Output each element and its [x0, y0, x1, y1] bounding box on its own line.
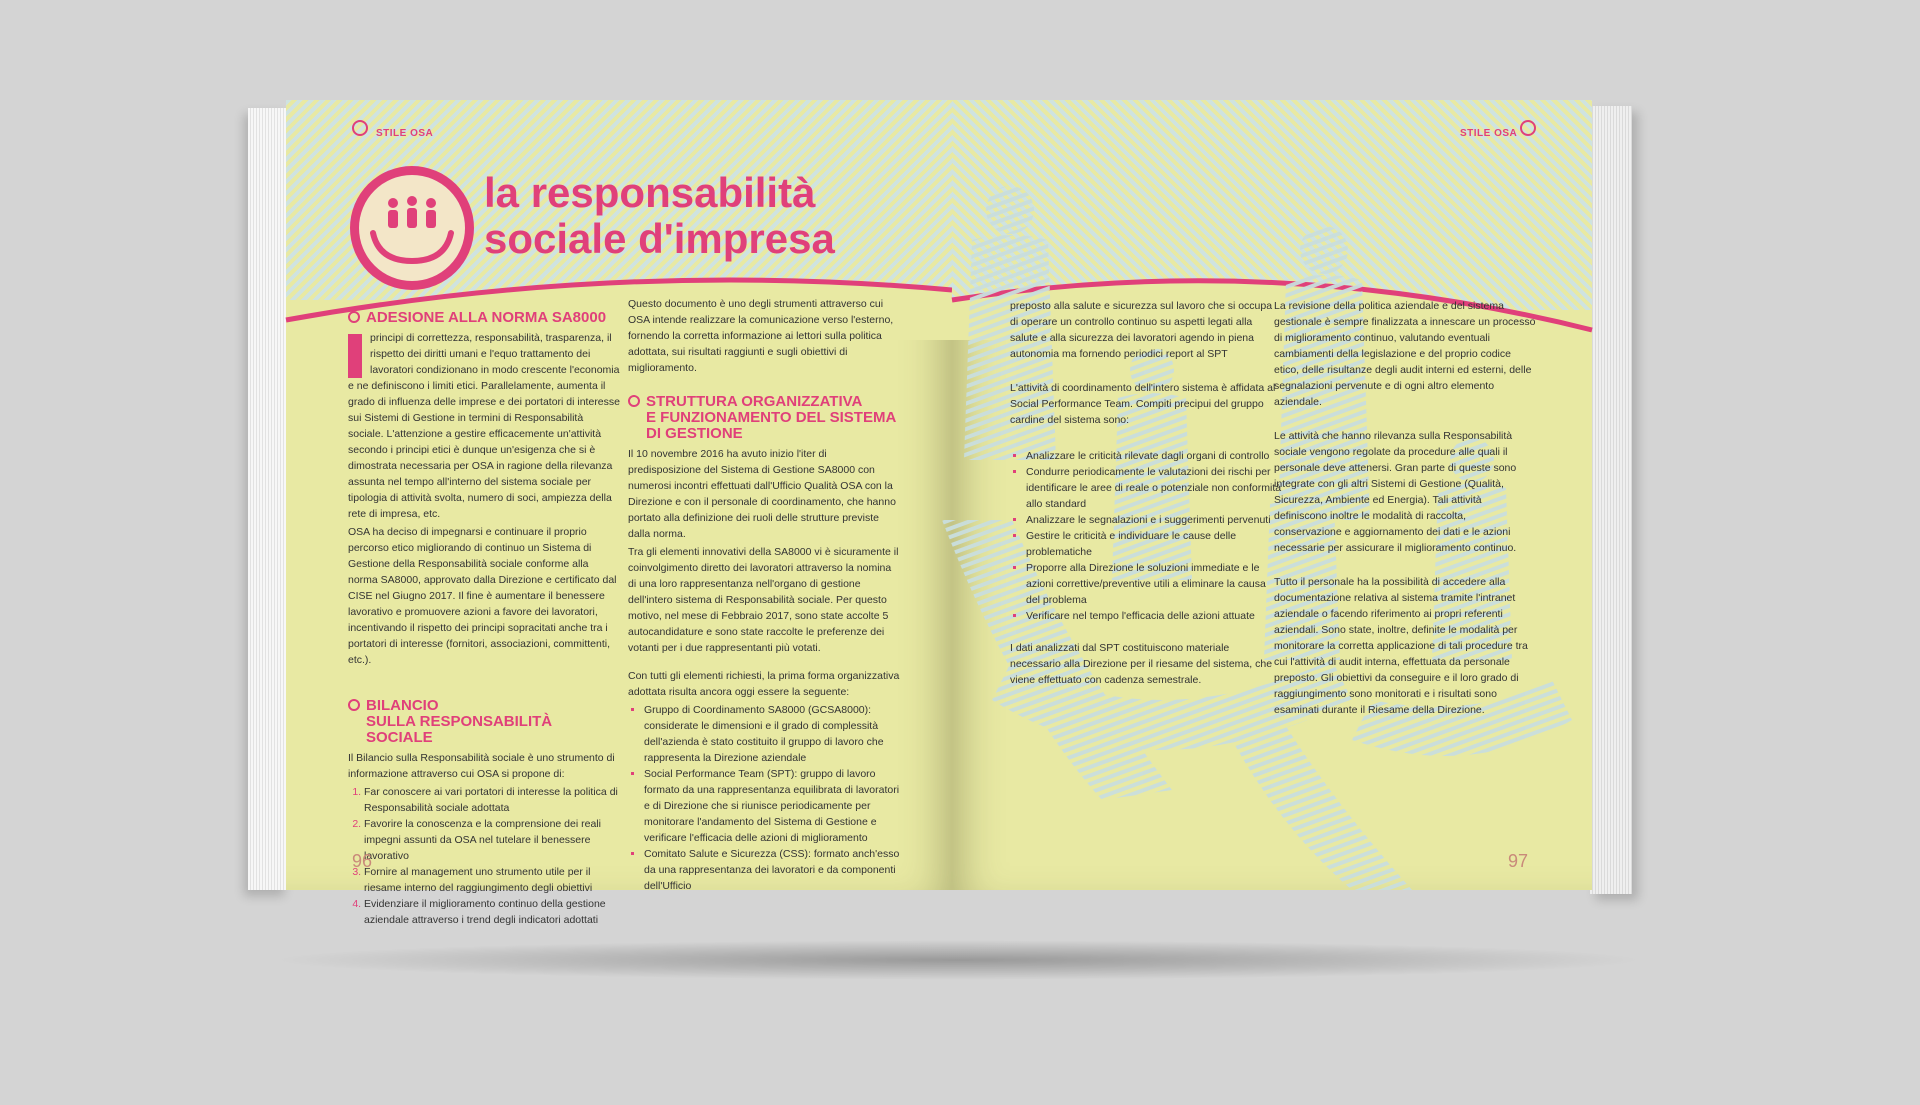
location-pin-icon — [1520, 120, 1536, 136]
page-number: 96 — [352, 851, 373, 871]
paragraph: I dati analizzati dal SPT costituiscono materiale necessario alla Direzione per il riesame del sistema, che viene effettuato con cadenza semestrale. — [1010, 642, 1273, 686]
page-stack-right — [1590, 106, 1632, 894]
paragraph: L'attività di coordinamento dell'intero sistema è affidata al Social Performance Team. Compiti precipui del gruppo cardine del sistema sono: — [1010, 382, 1276, 426]
header-label: STILE OSA — [376, 128, 434, 139]
paragraph: Questo documento è uno degli strumenti attraverso cui OSA intende realizzare la comunicazione verso l'esterno, fornendo la corretta informazione ai lettori sulla politica adottata, sui risultati raggiunti e sugli obiettivi di miglioramento. — [628, 298, 894, 374]
section-title-adesione: ADESIONE ALLA NORMA SA8000 — [348, 310, 620, 326]
paragraph: principi di correttezza, responsabilità, trasparenza, il rispetto dei diritti umani e l'equo trattamento dei lavoratori condizionano in modo crescente l'economia e ne definiscono i limiti etici. Parallelamente, aumenta il grado di influenza delle imprese e dei portatori di interesse sui Sistemi di Gestione in termini di Responsabilità sociale. L'attenzione a gestire efficacemente un'attività secondo i principi etici è dunque un'esigenza che si è dimostrata necessaria per OSA in ragione della rilevanza assunta nel tempo all'interno del sistema sociale per tipologia di attività svolta, numero di soci, ampiezza della rete di impresa, etc. — [348, 332, 620, 520]
dropcap — [348, 334, 362, 378]
left-column-1 — [348, 310, 620, 928]
arrow-right-icon — [628, 395, 640, 407]
list-item: ▪ Comitato Salute e Sicurezza (CSS): formato anch'esso da una rappresentanza dei lavoratori e da componenti dell'Ufficio — [644, 846, 900, 894]
arrow-right-icon — [348, 699, 360, 711]
paragraph: Il 10 novembre 2016 ha avuto inizio l'iter di predisposizione del Sistema di Gestione SA8000 con numerosi incontri effettuati dall'Ufficio Qualità OSA con la Direzione e con il personale di coordinamento, che hanno portato alla definizione dei ruoli delle strutture previste dalla norma. — [628, 448, 896, 540]
title-line-1: la responsabilità — [484, 169, 816, 216]
list-item: 3. Fornire al management uno strumento utile per il riesame interno del raggiungimento degli obiettivi — [364, 864, 620, 896]
list-item: ▪ Analizzare le criticità rilevate dagli organi di controllo — [1026, 448, 1282, 464]
paragraph: La revisione della politica aziendale e del sistema gestionale è sempre finalizzata a innescare un processo di miglioramento continuo, valutando eventuali cambiamenti della legislazione e del proprio codice etico, delle risultanze degli audit interni ed esterni, delle segnalazioni pervenute e di ogni altro elemento aziendale. — [1274, 300, 1536, 408]
list-item: ▪ Proporre alla Direzione le soluzioni immediate e le azioni correttive/preventive utili a eliminare la causa del problema — [1026, 560, 1282, 608]
list-item: 2. Favorire la conoscenza e la comprensione dei reali impegni assunti da OSA nel tutelare il benessere lavorativo — [364, 816, 620, 864]
list-item: 1. Far conoscere ai vari portatori di interesse la politica di Responsabilità sociale adottata — [364, 784, 620, 816]
page-title — [484, 170, 835, 262]
paragraph: Tra gli elementi innovativi della SA8000 vi è sicuramente il coinvolgimento diretto dei lavoratori attraverso la nomina di una loro rappresentanza nell'organo di gestione dell'intero sistema di Responsabilità sociale. Per questo motivo, nel mese di Febbraio 2017, sono state accolte 5 autocandidature e sono state raccolte le preferenze dei votanti per i due rappresentanti più votati. — [628, 546, 899, 654]
right-page — [952, 100, 1592, 890]
right-column-1 — [1010, 298, 1282, 690]
paragraph: preposto alla salute e sicurezza sul lavoro che si occupa di operare un controllo continuo su aspetti legati alla salute e alla sicurezza dei lavoratori agendo in piena autonomia ma fornendo periodici report al SPT — [1010, 300, 1273, 360]
arrow-right-icon — [348, 311, 360, 323]
struttura-list — [628, 702, 900, 894]
header-label: STILE OSA — [1460, 128, 1518, 139]
paragraph: OSA ha deciso di impegnarsi e continuare il proprio percorso etico migliorando di continuo un Sistema di Gestione della Responsabilità sociale conforme alla norma SA8000, approvato dalla Direzione e certificato dal CISE nel Giugno 2017. Il fine è aumentare il benessere lavorativo e promuovere azioni a favore dei lavoratori, incentivando il rispetto dei principi sopracitati anche tra i portatori di interesse (fornitori, associazioni, committenti, etc.). — [348, 526, 617, 666]
spt-tasks-list — [1010, 448, 1282, 624]
list-item: ▪ Gestire le criticità e individuare le cause delle problematiche — [1026, 528, 1282, 560]
paragraph: Con tutti gli elementi richiesti, la prima forma organizzativa adottata risulta ancora oggi essere la seguente: — [628, 670, 900, 698]
paragraph: Le attività che hanno rilevanza sulla Responsabilità sociale vengono regolate da procedure alle quali il personale deve attenersi. Gran parte di queste sono integrate con gli altri Sistemi di Gestione (Qualità, Sicurezza, Ambiente ed Energia). Tali attività definiscono inoltre le modalità di raccolta, conservazione e aggiornamento dei dati e le azioni necessarie per assicurare il miglioramento continuo. — [1274, 430, 1517, 554]
bilancio-list — [348, 784, 620, 928]
paragraph: Tutto il personale ha la possibilità di accedere alla documentazione relativa al sistema tramite l'intranet aziendale o facendo riferimento ai propri referenti aziendali. Sono state, inoltre, definite le modalità per monitorare la corretta applicazione di tali procedure tra cui l'attività di audit interna, effettuata da personale preposto. Gli obiettivi da conseguire e il loro grado di raggiungimento sono monitorati e i risultati sono esaminati durante il Riesame della Direzione. — [1274, 576, 1528, 716]
list-item: ▪ Condurre periodicamente le valutazioni dei rischi per identificare le aree di reale o potenziale non conformità allo standard — [1026, 464, 1282, 512]
left-column-2 — [628, 296, 900, 894]
list-item: 4. Evidenziare il miglioramento continuo della gestione aziendale attraverso i trend degli indicatori adottati — [364, 896, 620, 928]
title-line-2: sociale d'impresa — [484, 215, 835, 262]
list-item: ▪ Verificare nel tempo l'efficacia delle azioni attuate — [1026, 608, 1282, 624]
right-column-2 — [1274, 298, 1536, 720]
list-item: ▪ Analizzare le segnalazioni e i suggerimenti pervenuti — [1026, 512, 1282, 528]
paragraph: Il Bilancio sulla Responsabilità sociale è uno strumento di informazione attraverso cui OSA si propone di: — [348, 752, 615, 780]
list-item: ▪ Gruppo di Coordinamento SA8000 (GCSA8000): considerate le dimensioni e il grado di complessità dell'azienda è stato costituito il gruppo di lavoro che rappresenta la Direzione aziendale — [644, 702, 900, 766]
section-title-struttura: STRUTTURA ORGANIZZATIVA E FUNZIONAMENTO DEL SISTEMA DI GESTIONE — [628, 394, 900, 442]
page-stack-left — [248, 108, 288, 890]
section-title-bilancio: BILANCIO SULLA RESPONSABILITÀ SOCIALE — [348, 698, 620, 746]
left-page — [286, 100, 952, 926]
people-in-hands-icon — [350, 166, 474, 290]
location-pin-icon — [352, 120, 368, 136]
list-item: ▪ Social Performance Team (SPT): gruppo di lavoro formato da una rappresentanza equilibrata di lavoratori e di Direzione che si riunisce periodicamente per monitorare l'andamento del Sistema di Gestione e verificare l'efficacia delle azioni di miglioramento — [644, 766, 900, 846]
book-shadow — [268, 940, 1648, 980]
page-number: 97 — [1508, 851, 1529, 871]
